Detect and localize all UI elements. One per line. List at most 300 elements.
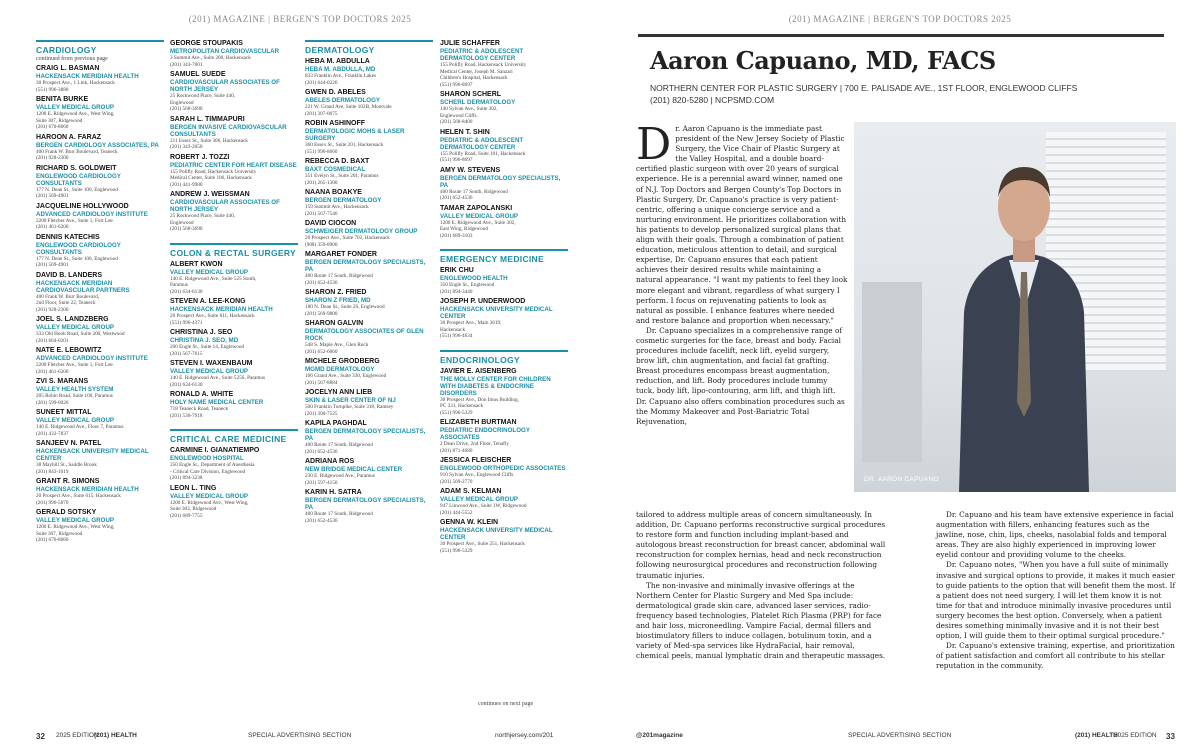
shelf [862,282,922,462]
address-line: (201) 569-2770 [440,478,473,485]
doctor-listing [305,220,433,248]
practice-name: BERGEN DERMATOLOGY [305,197,382,204]
doctor-listing [440,457,568,485]
practice-name: DERMATOLOGIC MOHS & LASER SURGERY [305,128,405,142]
address-line: PC 331, Hackensack [440,403,484,409]
address-line: Englewood Cliffs [440,112,477,119]
address-line: (201) 843-1019 [36,468,69,475]
address-line: (551) 996-4634 [440,333,473,339]
address-line: (201) 664-0201 [36,337,69,344]
address-line: (201) 871-4680 [440,447,473,454]
running-header-left: (201) MAGAZINE | BERGEN'S TOP DOCTORS 2025 [188,14,412,24]
address-line: 25 Rockwood Place, Suite 440, [170,213,236,219]
doctor-listing [305,358,433,386]
doctor-listing [440,129,568,164]
doctor-name: SAMUEL SUEDE [170,71,226,78]
directory-column-4 [440,36,568,557]
doctor-listing [170,116,298,151]
doctor-name: STEVEN A. LEE-KONG [170,298,246,305]
header-rule [638,34,1164,37]
address-line: 910 Sylvan Ave., Englewood Cliffs [440,472,514,478]
address-line: 20 Prospect Ave., Suite 615, Hackensack [36,493,121,499]
address-line: (201) 265-1300 [305,179,338,186]
address-line: 351 Evelyn St., Suite 201, Paramus [305,173,379,179]
specialty-section [170,40,298,233]
address-line: (201) 996-5870 [36,499,69,506]
practice-name: CARDIOVASCULAR ASSOCIATES OF NORTH JERSEY [170,199,280,213]
doctor-name: STEVEN I. WAXENBAUM [170,360,253,367]
address-line: (551) 996-4371 [170,319,203,326]
address-line: (908) 359-8900 [305,241,338,248]
continued-note: continues on next page [478,701,534,707]
practice-name: DERMATOLOGY ASSOCIATES OF GLEN ROCK [305,328,424,342]
specialty-section [440,249,568,340]
practice-name: BERGEN DERMATOLOGY SPECIALISTS, PA [305,259,426,273]
practice-name: HACKENSACK UNIVERSITY MEDICAL CENTER [440,306,553,320]
doctor-name: MARGARET FONDER [305,251,377,258]
doctor-listing [440,167,568,202]
doctor-name: ROBERT J. TOZZI [170,153,230,161]
practice-name: HACKENSACK MERIDIAN HEALTH [170,306,273,313]
address-line: (201) 928-2300 [36,155,69,161]
practice-name: ADVANCED CARDIOLOGY INSTITUTE [36,210,148,218]
address-line: (201) 652-6060 [305,348,338,355]
address-line: (201) 567-8884 [305,379,338,386]
address-line: 106 Grand Ave., Suite 330, Englewood [305,373,387,379]
doctor-name: ADAM S. KELMAN [440,488,502,495]
address-line: 230 E. Ridgewood Ave., Paramus [305,473,375,479]
address-line: 833 Franklin Ave., Franklin Lakes [305,73,377,79]
address-line: (201) 670-8660 [36,537,69,543]
address-line: (201) 432-7837 [36,430,69,437]
doctor-name: RONALD A. WHITE [170,391,234,398]
address-line: 548 S. Maple Ave., Glen Rock [305,342,369,348]
doctor-name: GRANT R. SIMONS [36,478,100,485]
website-link[interactable]: northjersey.com/201 [495,732,554,739]
doctor-listing [305,389,433,417]
address-line: 350 Engle St., Department of Anesthesia [170,462,255,468]
doctor-listing [305,251,433,286]
doctor-name: ADRIANA ROS [305,458,355,465]
address-line: 200 Engle St., Suite 14, Englewood [170,344,245,350]
doctor-name: TAMAR ZAPOLANSKI [440,204,513,212]
address-line: (201) 928-2300 [36,306,69,313]
doctor-listing [170,71,298,113]
address-line: (201) 461-6200 [36,368,69,375]
doctor-name: ERIK CHU [440,267,474,274]
doctor-name: ELIZABETH BURTMAN [440,419,517,426]
address-line: 333 Old Hook Road, Suite 200, Westwood [36,331,125,337]
specialty-section [305,40,433,524]
address-line: 140 E. Ridgewood Ave., Suite 525 South, [170,275,257,282]
doctor-name: GWEN D. ABELES [305,89,366,96]
address-line: 30 Prospect Ave., Main 3619, [440,320,502,326]
address-line: (201) 568-3690 [170,226,203,232]
doctor-listing [36,96,164,131]
practice-name: CHRISTINA J. SEO, MD [170,337,239,344]
address-line: 205 Robin Road, Suite 100, Paramus [36,393,113,399]
address-line: 140 E. Ridgewood Ave., Suite 525S, Paramus [170,375,266,381]
address-line: - Critical Care Division, Englewood [170,468,246,475]
address-line: 3 Summit Ave., Suite 200, Hackensack [170,55,251,61]
address-line: Suite 307, Ridgewood [36,117,83,124]
doctor-listing [440,519,568,554]
practice-name: ABELES DERMATOLOGY [305,97,381,104]
doctor-name: DAVID B. LANDERS [36,271,102,279]
doctor-listing [440,488,568,516]
doctor-listing [170,360,298,388]
doctor-portrait-photo [854,122,1176,492]
doctor-listing [36,440,164,475]
doctor-name: DAVID CIOCON [305,220,357,227]
address-line: 350 Engle St., Englewood [440,282,495,288]
practice-name: VALLEY MEDICAL GROUP [36,517,115,524]
doctor-listing [36,409,164,437]
doctor-listing [440,419,568,454]
doctor-name: REBECCA D. BAXT [305,158,370,165]
directory-column-2 [170,36,298,522]
practice-name: VALLEY MEDICAL GROUP [170,268,249,276]
doctor-listing [170,447,298,482]
footer-left [0,732,600,746]
address-line: 140 Sylvan Ave., Suite 302, [440,106,498,112]
address-line: (201) 634-6130 [170,288,203,295]
doctor-listing [170,261,298,296]
doctor-listing [36,65,164,93]
address-line: 718 Teaneck Road, Teaneck [170,406,229,412]
address-line: (201) 599-0026 [36,399,69,406]
address-line: 360 Essex St., Suite 201, Hackensack [305,142,384,148]
doctor-name: NAANA BOAKYE [305,189,362,196]
doctor-name: ALBERT KWON [170,260,223,268]
address-line: Paramus [170,282,188,288]
address-line: Suite 303, Ridgewood [170,506,217,512]
address-line: Englewood [170,99,194,106]
article-column-2 [636,510,886,661]
address-line: (551) 996-5329 [440,547,473,554]
address-line: 400 Route 17 South, Ridgewood [305,442,373,448]
doctor-listing [305,289,433,317]
address-line: (201) 444-5552 [440,509,473,516]
practice-address-line: NORTHERN CENTER FOR PLASTIC SURGERY | 700 E. PALISADE AVE., 1ST FLOOR, ENGLEWOOD CLIFFS [650,83,1078,93]
doctor-name: GERALD SOTSKY [36,509,97,516]
doctor-name: CHRISTINA J. SEO [170,329,233,336]
practice-name: HACKENSACK UNIVERSITY MEDICAL CENTER [36,448,149,462]
address-line: 400 Route 17 South, Ridgewood [305,511,373,517]
specialty-heading: EMERGENCY MEDICINE [440,249,568,264]
address-line: (201) 567-7546 [305,210,338,217]
address-line: 1200 E. Ridgewood Ave., West Wing, [36,524,115,530]
specialty-heading: DERMATOLOGY [305,40,433,55]
practice-name: ENGLEWOOD CARDIOLOGY CONSULTANTS [36,172,121,187]
address-line: 20 Prospect Ave., Suite 702, Hackensack [305,235,390,241]
doctor-name: DENNIS KATECHIS [36,233,100,241]
doctor-name: JACQUELINE HOLLYWOOD [36,202,129,210]
doctor-name: HELEN T. SHIN [440,128,490,136]
practice-name: VALLEY MEDICAL GROUP [440,212,519,220]
doctor-listing [170,154,298,189]
practice-name: HACKENSACK MERIDIAN HEALTH [36,73,139,80]
practice-name: SCHERL DERMATOLOGY [440,99,516,106]
doctor-listing [36,378,164,406]
doctor-listing [36,478,164,506]
page-number-left: 32 [36,732,45,741]
specialty-heading: CRITICAL CARE MEDICINE [170,429,298,444]
practice-name: ADVANCED CARDIOLOGY INSTITUTE [36,355,148,362]
doctor-name: NATE E. LEBOWITZ [36,347,102,354]
doctor-name: SARAH L. TIMMAPURI [170,115,245,123]
practice-name: HEBA M. ABDULLA, MD [305,66,376,73]
address-line: (201) 461-6200 [36,224,69,230]
doctor-name: RICHARD S. GOLDWEIT [36,164,117,172]
address-line: 155 Polifly Road, Hackensack University [440,62,527,68]
article-column-1 [636,119,848,427]
practice-name: BAXT COSMEDICAL [305,166,366,173]
address-line: Children's Hospital, Hackensack [440,75,508,81]
address-line: East Wing, Ridgewood [440,226,488,232]
address-line: (551) 996-3880 [36,86,69,93]
doctor-listing [305,320,433,355]
doctor-name: JOCELYN ANN LIEB [305,389,373,396]
address-line: (201) 652-4536 [305,448,338,455]
doctor-name: SHARON GALVIN [305,320,364,327]
practice-name: METROPOLITAN CARDIOVASCULAR [170,48,280,55]
drop-cap: D [636,119,672,170]
address-line: (201) 343-2050 [170,144,203,150]
address-line: Suite 307, Ridgewood [36,530,83,537]
doctor-name: HAROON A. FARAZ [36,133,102,141]
practice-name: VALLEY MEDICAL GROUP [36,104,115,111]
doctor-name: SHARON Z. FRIED [305,289,367,296]
doctor-figure [949,142,1099,492]
practice-name: PEDIATRIC & ADOLESCENT DERMATOLOGY CENTER [440,136,524,151]
social-handle[interactable]: @201magazine [636,732,683,739]
address-line: (201) 652-4536 [440,195,473,201]
address-line: 500 Franklin Turnpike, Suite 318, Ramsey [305,404,394,410]
address-line: (201) 652-4536 [305,517,338,524]
practice-name: PEDIATRIC ENDOCRINOLOGY ASSOCIATES [440,427,530,441]
doctor-listing [170,298,298,326]
article-column-3 [936,510,1176,672]
doctor-name: JESSICA FLEISCHER [440,457,512,464]
doctor-listing [305,58,433,86]
address-line: 400 Frank W. Burr Boulevard, [36,293,100,300]
doctor-listing [36,272,164,314]
address-line: 400 Route 17 South, Ridgewood [440,188,508,195]
practice-name: PEDIATRIC CENTER FOR HEART DISEASE [170,161,297,169]
directory-column-3 [305,36,433,527]
doctor-name: LEON L. TING [170,484,217,492]
address-line: 20 Prospect Ave., Suite 811, Hackensack [170,313,255,319]
doctor-name: KARIN H. SATRA [305,489,362,496]
address-line: 2200 Fletcher Ave., Suite 1, Fort Lee [36,217,113,224]
doctor-name: BENITA BURKE [36,96,89,103]
specialty-section [440,40,568,239]
doctor-name: SUNEET MITTAL [36,409,92,416]
address-line: (201) 652-4536 [305,279,338,286]
doctor-listing [170,191,298,233]
doctor-listing [440,91,568,126]
address-line: 1200 E. Ridgewood Ave., West Wing, [36,111,115,117]
address-line: 177 N. Dean St., Suite 100, Englewood [36,186,118,193]
address-line: (201) 567-7615 [170,350,203,357]
doctor-listing [36,134,164,162]
address-line: Englewood [170,219,194,226]
address-line: (201) 300-7525 [305,410,338,417]
doctor-name: CRAIG L. BASMAN [36,65,100,72]
address-line: 177 N. Dean St., Suite 100, Englewood [36,255,118,262]
practice-name: VALLEY MEDICAL GROUP [440,496,519,503]
address-line: 155 Polifly Road, Suite 101, Hackensack [440,150,526,157]
practice-name: ENGLEWOOD HOSPITAL [170,455,244,462]
doctor-name: JULIE SCHAFFER [440,40,500,47]
address-line: 2200 Fletcher Ave., Suite 1, Fort Lee [36,362,113,368]
address-line: (201) 569-4901 [36,193,69,199]
doctor-listing [305,189,433,217]
doctor-name: CARMINE I. GIANATIEMPO [170,447,260,454]
doctor-name: JOSEPH P. UNDERWOOD [440,298,526,305]
specialty-section [440,350,568,555]
address-line: (201) 530-7918 [170,412,203,419]
doctor-name: JOEL S. LANDZBERG [36,316,109,323]
practice-info [650,82,1077,106]
address-line: Medical Center, Joseph M. Sanzari [440,68,513,75]
specialty-heading: ENDOCRINOLOGY [440,350,568,365]
practice-name: SKIN & LASER CENTER OF NJ [305,397,396,404]
practice-name: BERGEN INVASIVE CARDIOVASCULAR CONSULTANTS [170,123,287,138]
address-line: 1200 E. Ridgewood Ave., West Wing, [170,499,249,506]
doctor-name: SHARON SCHERL [440,91,502,98]
practice-name: HACKENSACK UNIVERSITY MEDICAL CENTER [440,527,553,541]
doctor-name: KAPILA PAGHDAL [305,420,367,427]
practice-name: BERGEN DERMATOLOGY SPECIALISTS, PA [305,497,426,511]
specialty-subheading: continued from previous page [36,56,108,62]
section-label-left: SPECIAL ADVERTISING SECTION [248,732,352,739]
address-line: (201) 569-9800 [305,310,338,317]
address-line: (201) 670-8660 [36,124,69,130]
address-line: 38 Mayhill St., Saddle Brook [36,462,97,468]
doctor-listing [305,158,433,186]
address-line: 155 Polifly Road, Hackensack University [170,168,257,175]
address-line: (551) 996-8660 [305,148,338,155]
doctor-listing [36,347,164,375]
address-line: (201) 894-3238 [170,475,203,481]
edition-label-left: 2025 EDITION [56,732,99,739]
practice-name: BERGEN CARDIOLOGY ASSOCIATES, PA [36,141,159,149]
specialty-section [36,40,164,544]
doctor-name: ANDREW J. WEISSMAN [170,191,250,198]
practice-name: HOLY NAME MEDICAL CENTER [170,399,264,406]
doctor-listing [170,329,298,357]
article-paragraph: tailored to address multiple areas of concern simultaneously. In addition, Dr. Capuano performs reconstructive surgical procedures to restore form and function including implant-based and autologous breast reconstruction for breast cancer, abdominal wall reconstruction for complex hernias, head and neck reconstruction following neurosurgical procedures and reconstruction following traumatic injuries. [636,510,886,580]
doctor-listing [36,203,164,231]
practice-name: HACKENSACK MERIDIAN HEALTH [36,486,139,493]
address-line: 140 E. Ridgewood Ave., Floor 7, Paramus [36,424,124,430]
address-line: (201) 689-7755 [170,512,203,519]
doctor-listing [440,368,568,417]
address-line: (201) 894-3440 [440,288,473,295]
specialty-heading: COLON & RECTAL SURGERY [170,243,298,258]
practice-name: HACKENSACK MERIDIAN CARDIOVASCULAR PARTNERS [36,279,130,294]
section-label-right: SPECIAL ADVERTISING SECTION [848,732,952,739]
address-line: 30 Prospect Ave., Suite 251, Hackensack [440,541,525,547]
doctor-name-heading: Aaron Capuano, MD, FACS [650,46,996,75]
address-line: (201) 569-4901 [36,262,69,268]
address-line: (201) 343-7001 [170,61,203,68]
doctor-listing [305,120,433,155]
doctor-name: JAVIER E. AISENBERG [440,367,517,375]
practice-name: ENGLEWOOD CARDIOLOGY CONSULTANTS [36,241,121,256]
address-line: 221 W. Grand Ave, Suite 102B, Montvale [305,104,392,110]
address-line: (201) 644-0226 [305,79,338,86]
address-line: (551) 996-8697 [440,81,473,88]
practice-name: SCHWEIGER DERMATOLOGY GROUP [305,228,418,235]
article-paragraph: Dr. Capuano's extensive training, expertise, and prioritization of patient satisfaction and comfort all contribute to his stellar reputation in the community. [936,641,1175,671]
address-line: 180 N. Dean St., Suite 2S, Englewood [305,304,385,310]
practice-name: VALLEY MEDICAL GROUP [36,324,115,331]
specialty-section [170,243,298,420]
doctor-name: MICHELE GRODBERG [305,358,380,365]
specialty-section [170,429,298,519]
practice-name: THE MOLLY CENTER FOR CHILDREN WITH DIABETES & ENDOCRINE DISORDERS [440,375,551,397]
address-line: 400 Frank W. Burr Boulevard, Teaneck [36,148,118,155]
doctor-name: ROBIN ASHINOFF [305,120,366,127]
doctor-listing [170,40,298,68]
doctor-name: GEORGE STOUPAKIS [170,40,243,47]
edition-label-right: 2025 EDITION [1114,732,1157,739]
page-number-right: 33 [1166,732,1175,741]
doctor-listing [440,40,568,88]
magazine-label-left: (201) HEALTH [94,732,137,739]
specialty-heading: CARDIOLOGY [36,40,164,55]
practice-name: ENGLEWOOD HEALTH [440,275,508,282]
doctor-listing [305,489,433,524]
article-paragraph: Dr. Capuano specializes in a comprehensive range of cosmetic surgeries for the face, breast and body. Facial procedures include facelift, neck lift, eyelid surgery, brow lift, chin augmentation, and facial fat grafting. Breast procedures encompass breast augmentation, reduction, and lift. Body procedures include tummy tuck, body lift, lipo-contouring, arm lift, and thigh lift. Dr. Capuano also offers combination procedures such as the Mommy Makeover and Post-Bariatric Total Rejuvenation, [636,325,845,426]
practice-name: VALLEY HEALTH SYSTEM [36,386,114,393]
practice-name: BERGEN DERMATOLOGY SPECIALISTS, PA [440,174,561,189]
address-line: 400 Route 17 South, Ridgewood [305,273,373,279]
practice-name: SHARON Z FRIED, MD [305,297,371,304]
right-page [600,0,1200,752]
doctor-listing [170,485,298,520]
article-paragraph: Dr. Capuano notes, "When you have a full suite of minimally invasive and surgical options to provide, it makes it much easier to guide patients to the option that will benefit them the most. If a patient does not need surgery, I will let them know it is not time for that and introduce minimally invasive procedures until surgery becomes the best option. Conversely, when a patient desires something minimally invasive and it is not their best option, I will guide them to their optimal surgical procedure." [936,560,1176,641]
article-paragraph: The non-invasive and minimally invasive offerings at the Northern Center for Plastic Surgery and Med Spa include: dermatological grade skin care, advanced laser services, radio-frequency based technologies, Platelet Rich Plasma (PRP) for face and hair loss, microneedling. Vampire Facial, dermal fillers and biostimulatory fillers to induce collagen, botulinum toxin, and a variety of Med-spa services like HydraFacial, hair removal, chemical peels, manual lymphatic drain and therapeutic massages. [636,580,886,661]
practice-name: CARDIOVASCULAR ASSOCIATES OF NORTH JERSEY [170,79,280,93]
address-line: (201) 568-3690 [170,106,203,112]
practice-contact-line: (201) 820-5280 | NCPSMD.COM [650,95,775,105]
address-line: (201) 597-4150 [305,479,338,486]
practice-name: NEW BRIDGE MEDICAL CENTER [305,466,403,473]
doctor-listing [170,391,298,419]
practice-name: BERGEN DERMATOLOGY SPECIALISTS, PA [305,428,426,442]
address-line: 159 Summit Ave., Hackensack [305,204,369,210]
article-paragraph: Dr. Capuano and his team have extensive experience in facial augmentation with fillers, enhancing features such as the jawline, nose, chin, lips, cheeks, nasolabial folds and temporal areas. They are also highly experienced in improving lower eyelid contour and providing volume to the cheeks. [936,510,1174,560]
magazine-label-right: (201) HEALTH [1075,732,1118,739]
practice-name: VALLEY MEDICAL GROUP [170,492,249,500]
doctor-listing [36,316,164,344]
address-line: Hackensack [440,326,466,333]
address-line: 947 Linwood Ave., Suite 1W, Ridgewood [440,503,527,509]
doctor-listing [36,165,164,200]
address-line: (201) 568-8400 [440,119,473,125]
doctor-name: AMY W. STEVENS [440,166,501,174]
practice-name: PEDIATRIC & ADOLESCENT DERMATOLOGY CENTER [440,48,524,62]
doctor-listing [36,234,164,269]
doctor-name: HEBA M. ABDULLA [305,58,370,65]
doctor-listing [305,89,433,117]
doctor-name: GENNA W. KLEIN [440,519,499,526]
photo-caption: DR. AARON CAPUANO [864,476,939,483]
